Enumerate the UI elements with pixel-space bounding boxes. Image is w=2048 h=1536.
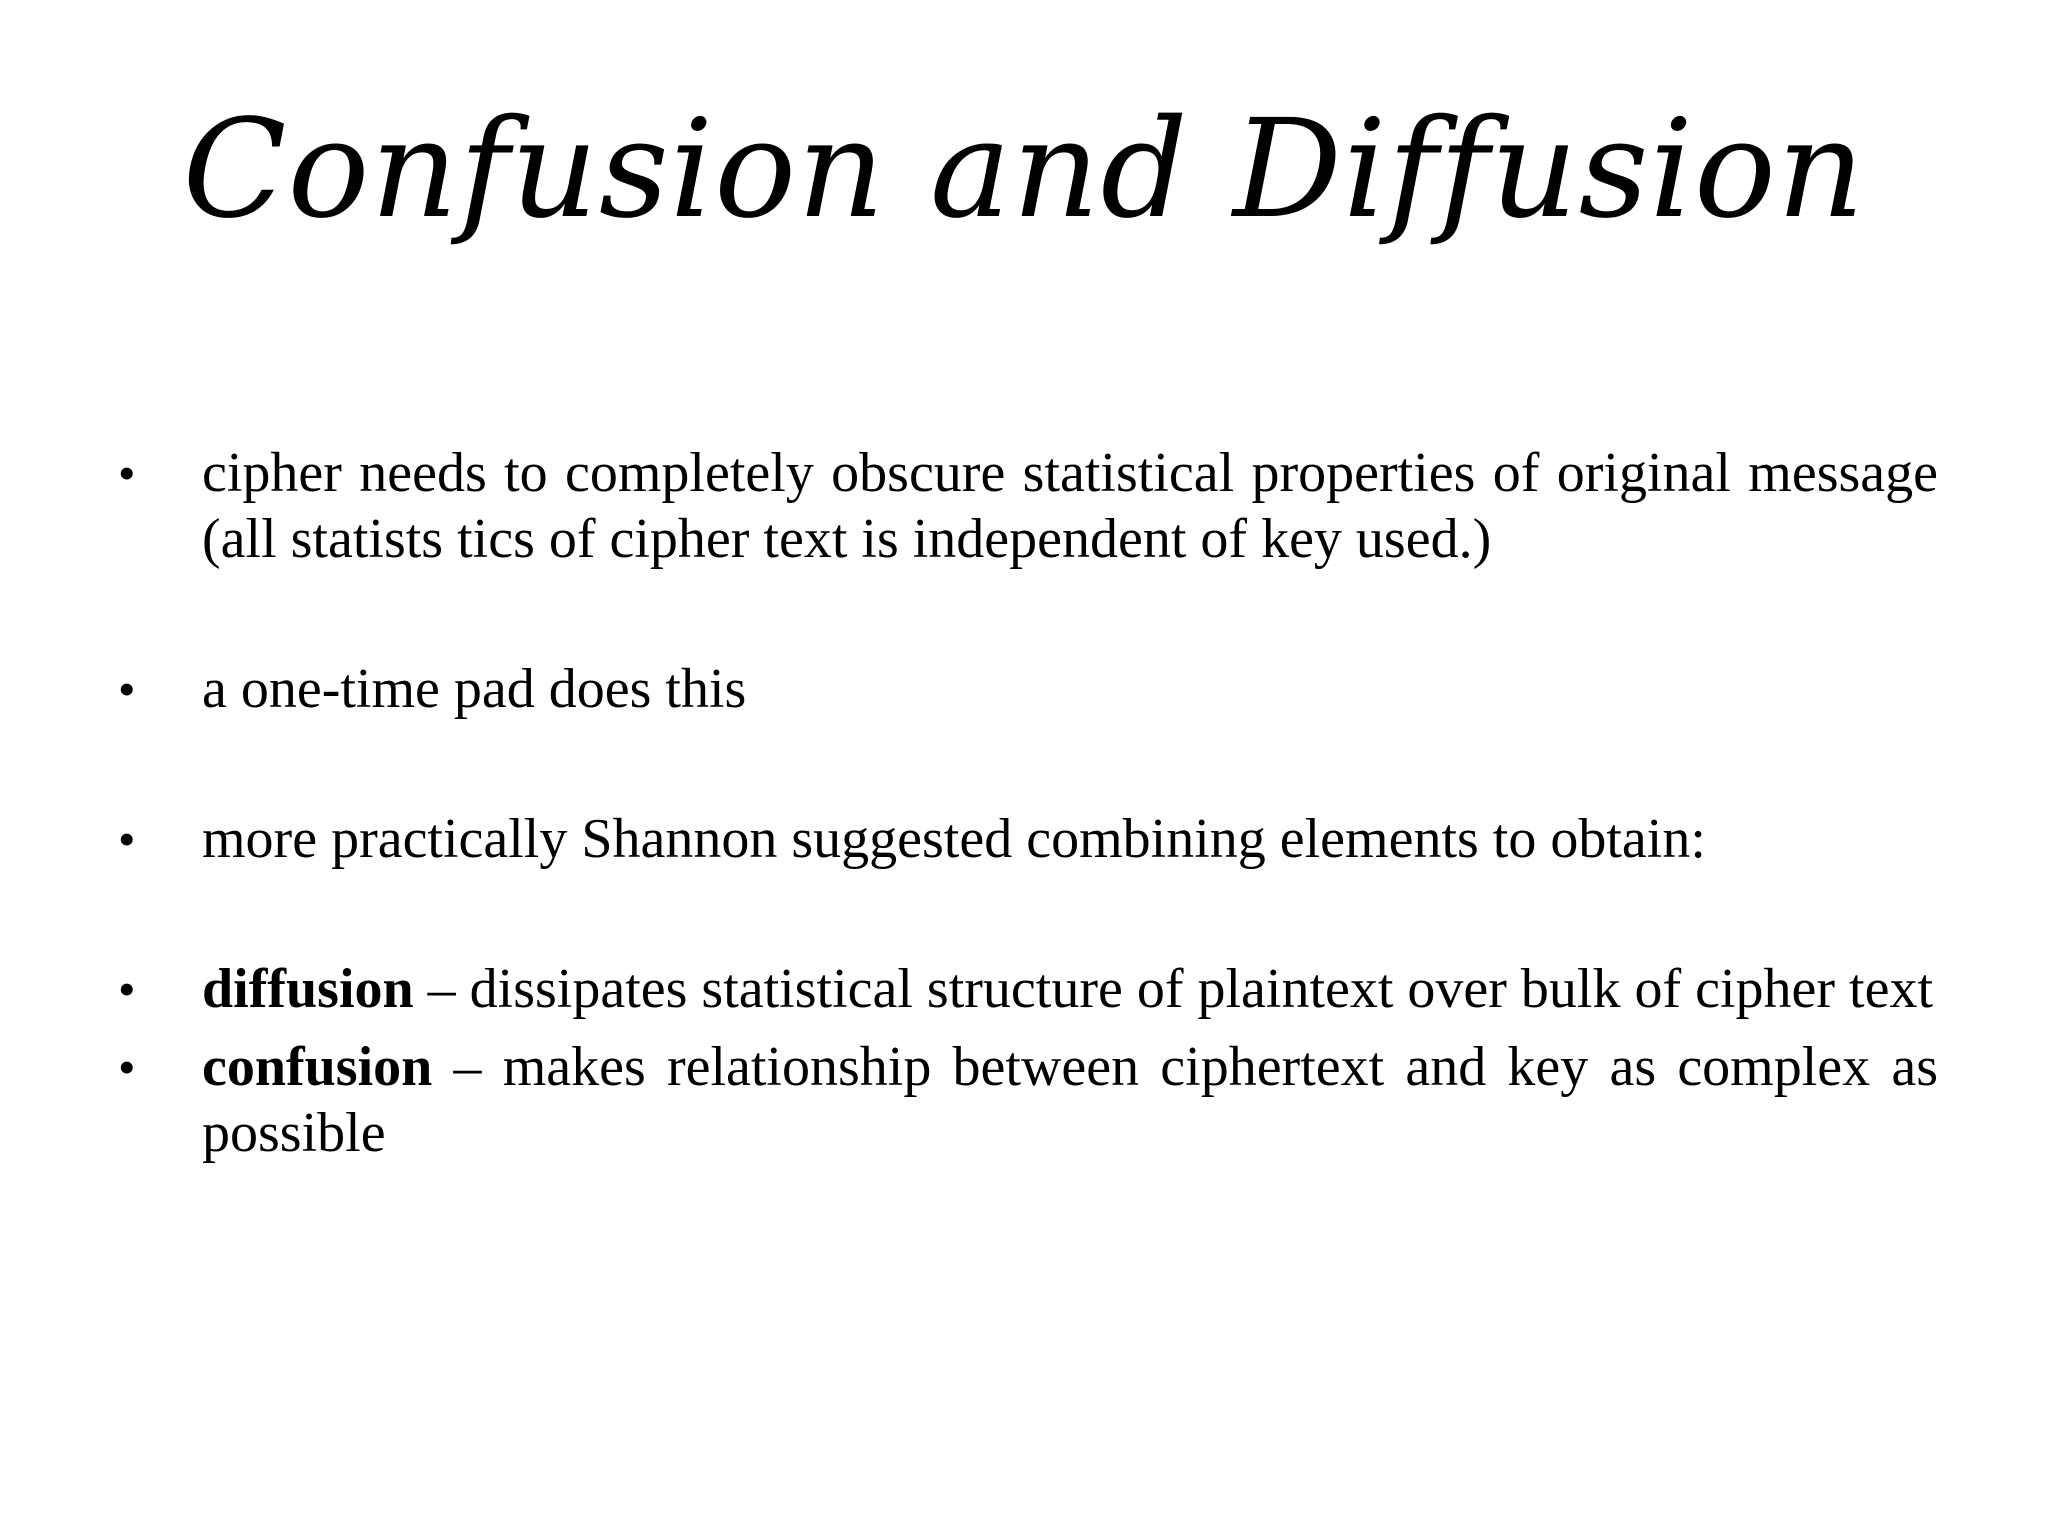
bullet-text: more practically Shannon suggested combining elements to obtain:: [202, 808, 1706, 870]
bullet-text: [202, 956, 1938, 1022]
bullet-item: [118, 806, 1938, 872]
bullet-list: [118, 440, 1938, 1166]
bullet-item: [118, 1034, 1938, 1166]
slide-title: Confusion and Diffusion: [182, 91, 1866, 249]
bullet-marker: •: [118, 445, 136, 501]
bullet-separator: –: [413, 958, 470, 1020]
bullet-separator: –: [432, 1036, 503, 1098]
bullet-item: [118, 656, 1938, 722]
bullet-marker: •: [118, 1039, 136, 1095]
bullet-text: cipher needs to completely obscure statistical properties of original message (all statists tics of cipher text is independent of key used.): [202, 442, 1938, 570]
bullet-definition: makes relationship between ciphertext and key as complex as possible: [202, 1036, 1938, 1164]
bullet-marker: •: [118, 961, 136, 1017]
bullet-item: [118, 440, 1938, 572]
bullet-text: [202, 1034, 1938, 1166]
bullet-text: a one-time pad does this: [202, 658, 747, 720]
bullet-definition: dissipates statistical structure of plaintext over bulk of cipher text: [469, 958, 1934, 1020]
bullet-term: confusion: [202, 1036, 433, 1098]
bullet-term: diffusion: [202, 958, 414, 1020]
bullet-marker: •: [118, 661, 136, 717]
bullet-marker: •: [118, 811, 136, 867]
bullet-item: [118, 956, 1938, 1022]
